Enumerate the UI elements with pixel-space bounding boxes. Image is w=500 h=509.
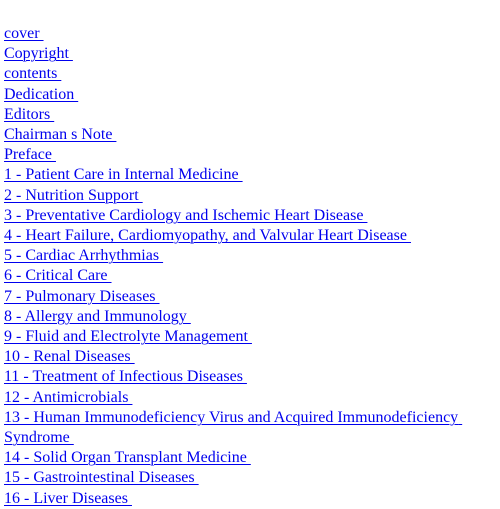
toc-link-chapter-2[interactable]: 2 - Nutrition Support xyxy=(4,186,143,204)
toc-link-copyright[interactable]: Copyright xyxy=(4,45,73,63)
toc-link-editors[interactable]: Editors xyxy=(4,105,55,123)
toc-item-copyright xyxy=(4,44,494,64)
toc-link-chapter-3[interactable]: 3 - Preventative Cardiology and Ischemic Heart Disease xyxy=(4,206,368,224)
toc-link-contents[interactable]: contents xyxy=(4,65,62,83)
toc-link-chairmans-note[interactable]: Chairman s Note xyxy=(4,126,117,144)
toc-link-chapter-11[interactable]: 11 - Treatment of Infectious Diseases xyxy=(4,368,247,386)
toc-link-chapter-13[interactable]: 13 - Human Immunodeficiency Virus and Acquired Immunodeficiency Syndrome xyxy=(4,408,463,447)
toc-link-chapter-1[interactable]: 1 - Patient Care in Internal Medicine xyxy=(4,166,243,184)
toc-item-chapter-3 xyxy=(4,206,494,226)
toc-link-dedication[interactable]: Dedication xyxy=(4,85,79,103)
toc-link-chapter-15[interactable]: 15 - Gastrointestinal Diseases xyxy=(4,469,199,487)
toc-link-chapter-10[interactable]: 10 - Renal Diseases xyxy=(4,348,135,366)
toc-link-chapter-7[interactable]: 7 - Pulmonary Diseases xyxy=(4,287,160,305)
toc-item-chapter-9 xyxy=(4,327,494,347)
toc-link-chapter-14[interactable]: 14 - Solid Organ Transplant Medicine xyxy=(4,449,251,467)
toc-item-cover xyxy=(4,24,494,44)
toc-link-chapter-8[interactable]: 8 - Allergy and Immunology xyxy=(4,307,191,325)
toc-item-chapter-12 xyxy=(4,388,494,408)
toc-link-chapter-12[interactable]: 12 - Antimicrobials xyxy=(4,388,133,406)
toc-item-chapter-4 xyxy=(4,226,494,246)
toc-link-chapter-6[interactable]: 6 - Critical Care xyxy=(4,267,112,285)
toc-item-chapter-6 xyxy=(4,266,494,286)
toc-item-chapter-13 xyxy=(4,408,494,448)
toc-item-chapter-7 xyxy=(4,287,494,307)
toc-item-chapter-14 xyxy=(4,448,494,468)
toc-item-chapter-5 xyxy=(4,246,494,266)
toc-item-preface xyxy=(4,145,494,165)
toc-item-chapter-15 xyxy=(4,468,494,488)
toc-item-chairmans-note xyxy=(4,125,494,145)
table-of-contents xyxy=(4,24,494,509)
toc-item-chapter-1 xyxy=(4,165,494,185)
toc-link-chapter-5[interactable]: 5 - Cardiac Arrhythmias xyxy=(4,247,164,265)
toc-item-chapter-8 xyxy=(4,307,494,327)
toc-item-chapter-2 xyxy=(4,186,494,206)
toc-item-chapter-10 xyxy=(4,347,494,367)
toc-link-chapter-9[interactable]: 9 - Fluid and Electrolyte Management xyxy=(4,328,252,346)
toc-item-dedication xyxy=(4,85,494,105)
toc-link-chapter-16[interactable]: 16 - Liver Diseases xyxy=(4,489,132,507)
toc-item-chapter-16 xyxy=(4,489,494,509)
toc-link-chapter-4[interactable]: 4 - Heart Failure, Cardiomyopathy, and Valvular Heart Disease xyxy=(4,227,411,245)
toc-link-preface[interactable]: Preface xyxy=(4,146,56,164)
toc-item-chapter-11 xyxy=(4,367,494,387)
toc-link-cover[interactable]: cover xyxy=(4,25,44,42)
toc-item-contents xyxy=(4,64,494,84)
toc-item-editors xyxy=(4,105,494,125)
